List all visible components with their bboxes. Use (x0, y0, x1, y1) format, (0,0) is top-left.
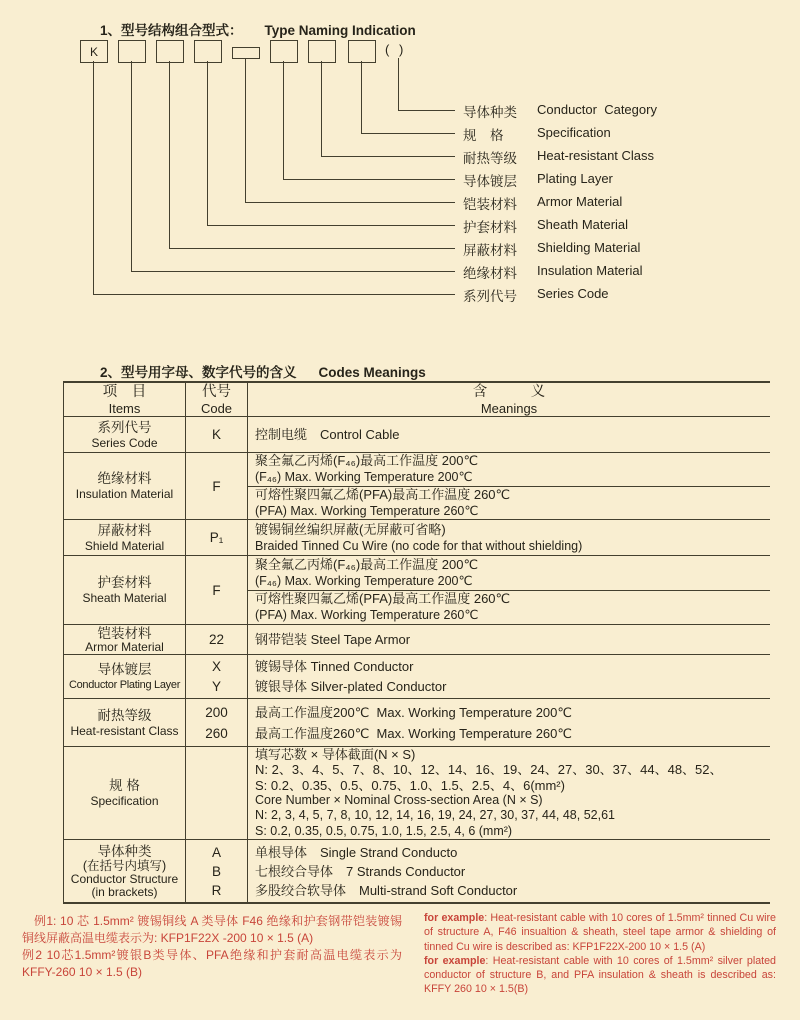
item-zh: (在括号内填写) (82, 858, 167, 873)
meaning-line: 聚全氟乙丙烯(F₄₆)最高工作温度 200℃ (255, 453, 479, 469)
meaning-cell (248, 747, 770, 839)
example-2-zh: 例2 10芯1.5mm²镀银B类导体、PFA绝缘和护套耐高温电缆表示为 KFFY-260 10 × 1.5 (B) (22, 948, 402, 979)
connector-hline (93, 294, 455, 295)
meaning-sub-pfa (248, 487, 770, 520)
item-en: Conductor Plating Layer (68, 678, 181, 691)
meaning-line: 最高工作温度200℃ Max. Working Temperature 200℃ (255, 704, 572, 720)
diagram-label-en-heat-class: Heat-resistant Class (537, 148, 655, 163)
meaning-cell (248, 417, 770, 452)
meaning-line: 镀锡铜丝编织屏蔽(无屏蔽可省略) (255, 521, 446, 537)
meaning-cell (248, 453, 770, 519)
meaning-cell (248, 556, 770, 624)
example-1-en (424, 911, 776, 954)
meaning-cell (248, 655, 770, 698)
code-value: F (212, 478, 221, 494)
item-en: Heat-resistant Class (70, 723, 179, 738)
code-box-heat-class (308, 40, 336, 63)
item-cell (64, 417, 186, 452)
item-zh: 导体镀层 (97, 661, 152, 677)
meaning-sub-f46 (248, 556, 770, 591)
example-2-en-prefix: for example (424, 954, 486, 967)
table-row-specification (64, 747, 770, 840)
diagram-label-en-specification: Specification (537, 125, 611, 140)
meaning-line: 聚全氟乙丙烯(F₄₆)最高工作温度 200℃ (255, 556, 479, 572)
meaning-line: (F₄₆) Max. Working Temperature 200℃ (255, 470, 473, 485)
diagram-label-en-shielding: Shielding Material (537, 240, 641, 255)
table-row-conductor-structure (64, 840, 770, 902)
item-cell (64, 520, 186, 555)
meaning-line: Braided Tinned Cu Wire (no code for that without shielding) (255, 538, 583, 553)
code-value: A (211, 844, 221, 860)
connector-hline (169, 248, 455, 249)
meaning-line: N: 2, 3, 4, 5, 7, 8, 10, 12, 14, 16, 19, 24, 27, 30, 37, 44, 48, 52,61 (255, 808, 615, 823)
code-cell (186, 417, 248, 452)
example-2-en (424, 954, 776, 997)
meaning-line: 填写芯数 × 导体截面(N × S) (255, 746, 416, 762)
table-row-insulation (64, 453, 770, 520)
example-1-zh: 例1: 10 芯 1.5mm² 镀锡铜线 A 类导体 F46 绝缘和护套钢带铠装镀锡铜线屏蔽高温电缆表示为: KFP1F22X -200 10 × 1.5 (A) (22, 914, 402, 945)
table-row-heat-class (64, 699, 770, 747)
section2-title-zh: 型号用字母、数字代号的含义 (121, 365, 297, 380)
table-row-armor (64, 625, 770, 655)
meaning-line: S: 0.2、0.35、0.5、0.75、1.0、1.5、2.5、4、6(mm²) (255, 777, 565, 793)
code-value: 200 (205, 704, 228, 720)
diagram-label-en-plating: Plating Layer (537, 171, 613, 186)
code-value: F (212, 582, 221, 598)
connector-vline (207, 61, 208, 225)
diagram-label-zh-armor: 铠装材料 (463, 197, 517, 212)
item-zh: 铠装材料 (97, 625, 152, 641)
series-code-letter: K (89, 44, 98, 59)
meaning-line: N: 2、3、4、5、7、8、10、12、14、16、19、24、27、30、37、44、48、52、 (255, 762, 723, 778)
meaning-line: 镀锡导体 Tinned Conductor (255, 658, 414, 674)
item-zh: 绝缘材料 (97, 471, 152, 486)
table-row-shield (64, 520, 770, 556)
item-en: Insulation Material (75, 487, 174, 501)
example-2-en-body: : Heat-resistant cable with 10 cores of 1.5mm² silver plated conductor of structure B, and PFA insulation & sheath is described as: KFFY 260 10 × 1.5(B) (424, 954, 776, 996)
meaning-line: 最高工作温度260℃ Max. Working Temperature 260℃ (255, 725, 572, 741)
code-value: B (211, 863, 221, 879)
table-row-plating (64, 655, 770, 699)
item-cell (64, 625, 186, 654)
section2-number: 2、 (100, 365, 122, 380)
diagram-label-zh-conductor-category: 导体种类 (463, 105, 517, 120)
connector-vline (131, 61, 132, 271)
item-cell (64, 556, 186, 624)
table-header-row (64, 383, 770, 417)
connector-hline (131, 271, 455, 272)
header-code-cell (186, 383, 248, 416)
code-cell (186, 747, 248, 839)
item-cell (64, 699, 186, 746)
item-zh: 规 格 (109, 778, 140, 793)
conductor-category-brackets: ( ) (385, 42, 407, 57)
diagram-label-en-insulation: Insulation Material (537, 263, 643, 278)
meaning-sub-f46 (248, 453, 770, 487)
diagram-label-zh-plating: 导体镀层 (463, 174, 517, 189)
diagram-label-zh-sheath: 护套材料 (463, 220, 517, 235)
example-text-zh (22, 913, 402, 981)
section1-title-en: Type Naming Indication (264, 23, 416, 38)
section2-title-en: Codes Meanings (318, 365, 426, 380)
codes-meanings-table (63, 381, 770, 904)
code-cell (186, 840, 248, 902)
connector-vline (283, 61, 284, 179)
code-value: Y (211, 678, 221, 694)
connector-hline (321, 156, 455, 157)
meaning-cell (248, 699, 770, 746)
item-en: Shield Material (84, 538, 165, 553)
connector-hline (207, 225, 455, 226)
meaning-line: 单根导体 Single Strand Conducto (255, 844, 458, 860)
meaning-line: 可熔性聚四氟乙烯(PFA)最高工作温度 260℃ (255, 591, 511, 607)
code-box-specification (348, 40, 376, 63)
item-cell (64, 840, 186, 902)
item-en: Specification (90, 794, 159, 808)
code-box-sheath (194, 40, 222, 63)
meaning-line: 镀银导体 Silver-plated Conductor (255, 678, 447, 694)
code-box-shielding (156, 40, 184, 63)
section1-number: 1、 (100, 23, 122, 38)
item-cell (64, 453, 186, 519)
connector-vline (169, 61, 170, 248)
example-text-en (424, 911, 776, 997)
item-en: Conductor Structure (70, 871, 179, 886)
code-box-series (80, 40, 108, 63)
connector-hline (398, 110, 455, 111)
header-items-en: Items (108, 400, 141, 416)
item-zh: 护套材料 (97, 575, 152, 590)
item-zh: 系列代号 (97, 419, 152, 435)
code-cell (186, 556, 248, 624)
code-value: R (211, 882, 222, 898)
connector-vline (321, 61, 322, 156)
meaning-line: 多股绞合软导体 Multi-strand Soft Conductor (255, 882, 518, 898)
meaning-cell (248, 520, 770, 555)
code-value: X (211, 658, 221, 674)
diagram-label-en-series-code: Series Code (537, 286, 609, 301)
code-value: P₁ (209, 530, 224, 545)
diagram-label-en-sheath: Sheath Material (537, 217, 629, 232)
header-meanings-en: Meanings (480, 400, 538, 416)
connector-hline (283, 179, 455, 180)
table-row-sheath (64, 556, 770, 625)
code-value: 260 (205, 725, 228, 741)
header-code-en: Code (200, 400, 233, 416)
meaning-line: (PFA) Max. Working Temperature 260℃ (255, 503, 479, 518)
item-cell (64, 655, 186, 698)
diagram-label-en-armor: Armor Material (537, 194, 623, 209)
connector-vline (93, 61, 94, 294)
section1-title-zh: 型号结构组合型式： (121, 23, 243, 38)
meaning-line: 钢带铠装 Steel Tape Armor (255, 631, 411, 647)
code-cell (186, 453, 248, 519)
meaning-line: S: 0.2, 0.35, 0.5, 0.75, 1.0, 1.5, 2.5, 4, 6 (mm²) (255, 823, 513, 838)
table-row-series-code (64, 417, 770, 453)
item-cell (64, 747, 186, 839)
header-items-cell (64, 383, 186, 416)
connector-vline (361, 61, 362, 133)
diagram-label-zh-series-code: 系列代号 (463, 289, 517, 304)
meaning-line: 可熔性聚四氟乙烯(PFA)最高工作温度 260℃ (255, 486, 511, 502)
connector-vline (245, 58, 246, 202)
example-1-en-body: : Heat-resistant cable with 10 cores of 1.5mm² tinned Cu wire of structure A, F46 insualtion & sheath, steel tape armor & shielding of tinned Cu wire is described as: KFP1F22X-200 10 × 1.5 (A) (424, 912, 776, 953)
header-code-zh: 代号 (202, 383, 231, 400)
meaning-line: (F₄₆) Max. Working Temperature 200℃ (255, 573, 473, 588)
item-en: (in brackets) (91, 884, 158, 899)
code-value: K (211, 427, 221, 442)
item-zh: 屏蔽材料 (97, 522, 152, 538)
connector-hline (245, 202, 455, 203)
code-box-insulation (118, 40, 146, 63)
connector-hline (361, 133, 455, 134)
connector-vline (398, 58, 399, 110)
example-1-en-prefix: for example (424, 912, 485, 924)
header-meanings-cell (248, 383, 770, 416)
meaning-line: 七根绞合导体 7 Strands Conductor (255, 863, 466, 879)
code-value: 22 (208, 632, 225, 647)
code-cell (186, 520, 248, 555)
header-meanings-zh: 含 义 (472, 383, 546, 400)
diagram-label-zh-specification: 规 格 (463, 128, 504, 143)
code-cell (186, 625, 248, 654)
code-box-plating (270, 40, 298, 63)
diagram-label-zh-insulation: 绝缘材料 (463, 266, 517, 281)
code-cell (186, 699, 248, 746)
meaning-line: Core Number × Nominal Cross-section Area (N × S) (255, 793, 543, 807)
item-en: Series Code (91, 435, 158, 450)
meaning-line: 控制电缆 Control Cable (255, 426, 400, 442)
diagram-label-zh-heat-class: 耐热等级 (463, 151, 517, 166)
meaning-sub-pfa (248, 591, 770, 625)
item-en: Sheath Material (82, 591, 167, 605)
diagram-label-en-conductor-category: Conductor Category (537, 102, 657, 117)
code-cell (186, 655, 248, 698)
item-zh: 导体种类 (97, 843, 152, 859)
item-en: Armor Material (85, 639, 164, 654)
meaning-cell (248, 625, 770, 654)
diagram-label-zh-shielding: 屏蔽材料 (463, 243, 517, 258)
header-items-zh: 项 目 (102, 383, 147, 400)
meaning-line: (PFA) Max. Working Temperature 260℃ (255, 608, 479, 623)
code-box-armor (232, 47, 260, 59)
item-zh: 耐热等级 (97, 707, 152, 723)
meaning-cell (248, 840, 770, 902)
